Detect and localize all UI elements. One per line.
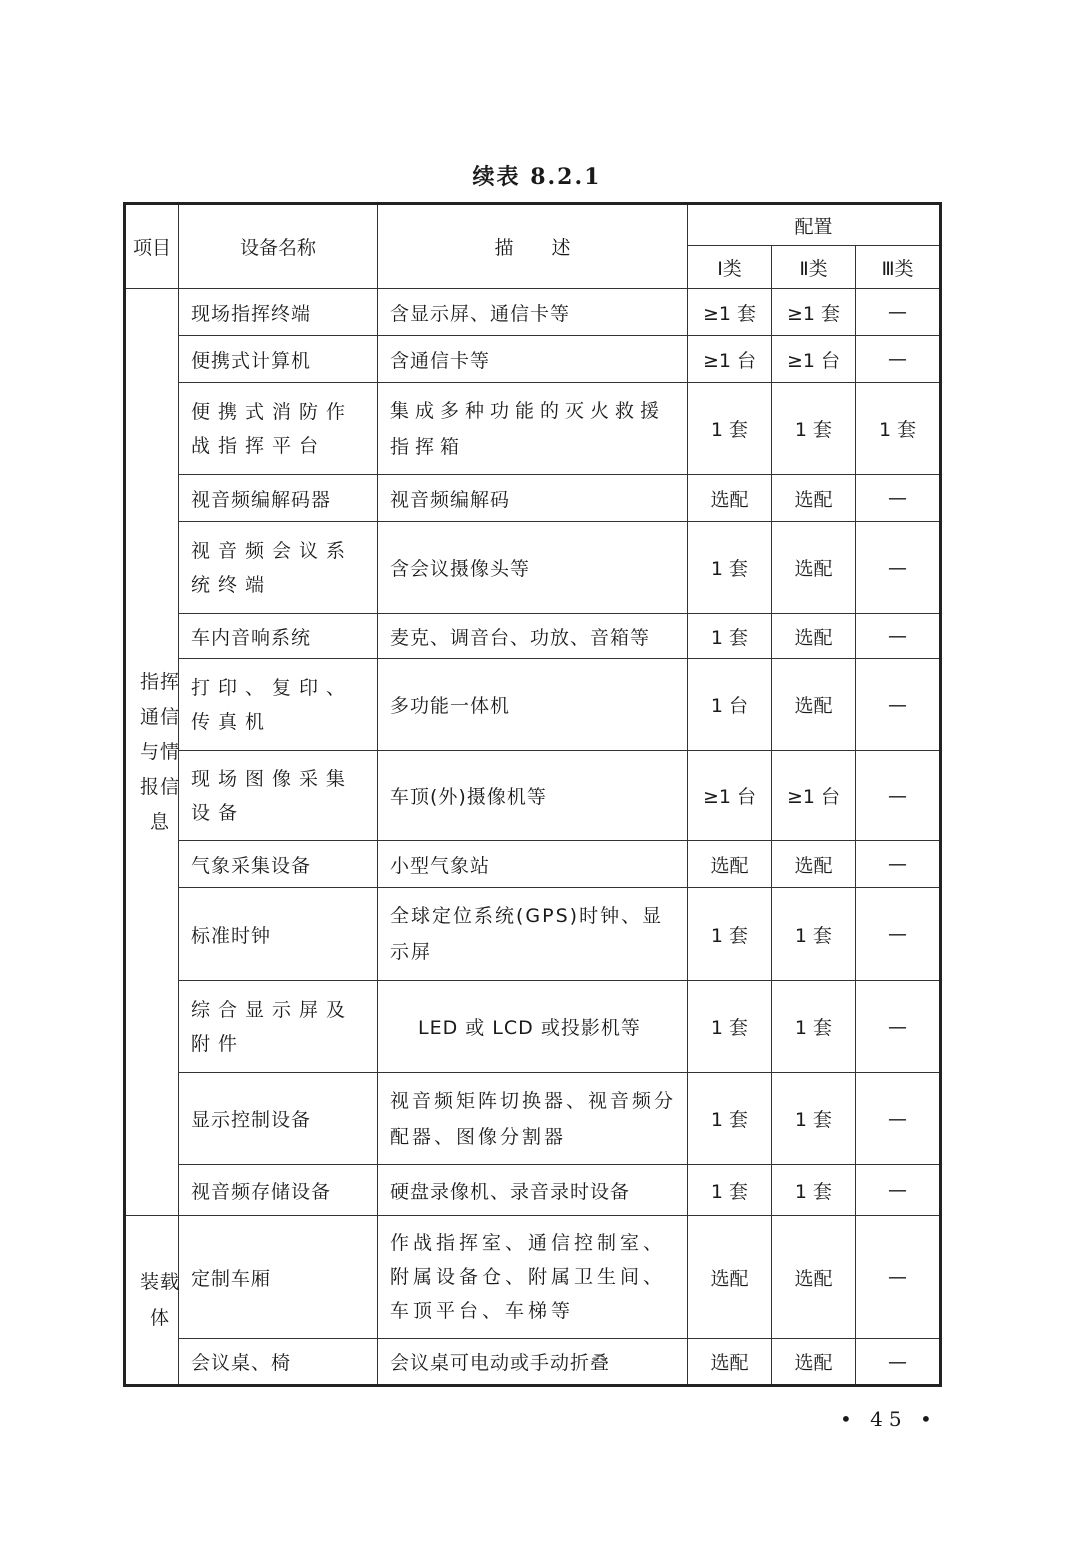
equipment-desc: 视音频矩阵切换器、视音频分配器、图像分割器 <box>378 1073 688 1165</box>
config-class1: 1 套 <box>688 1165 772 1216</box>
config-class1: ≥1 台 <box>688 751 772 841</box>
config-class1: 1 套 <box>688 522 772 614</box>
header-equipment: 设备名称 <box>179 204 378 289</box>
equipment-desc: 含会议摄像头等 <box>378 522 688 614</box>
config-class3: — <box>856 1339 941 1386</box>
config-class1: ≥1 台 <box>688 336 772 383</box>
category-label: 指挥通信与情报信息 <box>139 670 180 833</box>
equipment-name: 气象采集设备 <box>179 841 378 888</box>
config-class2: 选配 <box>772 475 856 522</box>
table-row <box>125 1216 941 1339</box>
config-class2: ≥1 台 <box>772 336 856 383</box>
table-row <box>125 383 941 475</box>
table-row <box>125 289 941 336</box>
equipment-desc: 作战指挥室、通信控制室、附属设备仓、附属卫生间、车顶平台、车梯等 <box>378 1216 688 1339</box>
table-row <box>125 841 941 888</box>
equipment-name: 综合显示屏及附件 <box>179 981 378 1073</box>
config-class2: 选配 <box>772 1216 856 1339</box>
header-config: 配置 <box>688 204 941 246</box>
equipment-desc: 视音频编解码 <box>378 475 688 522</box>
config-class3: — <box>856 841 941 888</box>
header-class2: Ⅱ类 <box>772 246 856 289</box>
config-class1: 1 套 <box>688 1073 772 1165</box>
equipment-name: 标准时钟 <box>179 888 378 981</box>
equipment-name: 定制车厢 <box>179 1216 378 1339</box>
config-class2: 选配 <box>772 522 856 614</box>
config-class3: — <box>856 751 941 841</box>
equipment-name: 便携式计算机 <box>179 336 378 383</box>
config-class2: 选配 <box>772 659 856 751</box>
config-class2: 1 套 <box>772 981 856 1073</box>
equipment-config-table <box>123 202 942 1387</box>
equipment-name: 便携式消防作战指挥平台 <box>179 383 378 475</box>
equipment-desc: 小型气象站 <box>378 841 688 888</box>
config-class3: 1 套 <box>856 383 941 475</box>
table-body <box>125 289 941 1386</box>
table-row <box>125 336 941 383</box>
config-class2: 选配 <box>772 614 856 659</box>
config-class3: — <box>856 1216 941 1339</box>
table-row <box>125 614 941 659</box>
table-row <box>125 751 941 841</box>
equipment-name: 视音频会议系统终端 <box>179 522 378 614</box>
header-project: 项目 <box>125 204 179 289</box>
config-class2: 1 套 <box>772 888 856 981</box>
config-class3: — <box>856 981 941 1073</box>
equipment-name: 会议桌、椅 <box>179 1339 378 1386</box>
config-class2: 选配 <box>772 1339 856 1386</box>
config-class2: 1 套 <box>772 1165 856 1216</box>
equipment-name: 视音频编解码器 <box>179 475 378 522</box>
equipment-desc: 含通信卡等 <box>378 336 688 383</box>
config-class2: 1 套 <box>772 383 856 475</box>
equipment-name: 现场图像采集设备 <box>179 751 378 841</box>
config-class3: — <box>856 522 941 614</box>
category-label: 装载体 <box>139 1271 180 1329</box>
config-class1: 选配 <box>688 841 772 888</box>
config-class2: ≥1 台 <box>772 751 856 841</box>
header-description: 描 述 <box>378 204 688 289</box>
equipment-desc: 多功能一体机 <box>378 659 688 751</box>
table-row <box>125 981 941 1073</box>
table-row <box>125 522 941 614</box>
equipment-desc: 含显示屏、通信卡等 <box>378 289 688 336</box>
category-command-comm <box>125 289 179 1216</box>
config-class1: ≥1 套 <box>688 289 772 336</box>
config-class3: — <box>856 289 941 336</box>
header-class1: Ⅰ类 <box>688 246 772 289</box>
equipment-name: 视音频存储设备 <box>179 1165 378 1216</box>
config-class3: — <box>856 336 941 383</box>
equipment-desc: 车顶(外)摄像机等 <box>378 751 688 841</box>
table-row <box>125 888 941 981</box>
config-class1: 选配 <box>688 1339 772 1386</box>
config-class3: — <box>856 659 941 751</box>
config-class3: — <box>856 1165 941 1216</box>
equipment-name: 现场指挥终端 <box>179 289 378 336</box>
table-title: 续表 8.2.1 <box>472 164 602 190</box>
config-class1: 选配 <box>688 475 772 522</box>
config-class1: 选配 <box>688 1216 772 1339</box>
equipment-desc: 会议桌可电动或手动折叠 <box>378 1339 688 1386</box>
table-row <box>125 475 941 522</box>
equipment-name: 车内音响系统 <box>179 614 378 659</box>
header-class3: Ⅲ类 <box>856 246 941 289</box>
config-class3: — <box>856 614 941 659</box>
config-class3: — <box>856 1073 941 1165</box>
config-class1: 1 套 <box>688 981 772 1073</box>
config-class1: 1 台 <box>688 659 772 751</box>
equipment-name: 打印、复印、传真机 <box>179 659 378 751</box>
table-row <box>125 659 941 751</box>
config-class1: 1 套 <box>688 614 772 659</box>
config-class2: 1 套 <box>772 1073 856 1165</box>
category-carrier <box>125 1216 179 1386</box>
config-class2: ≥1 套 <box>772 289 856 336</box>
config-class3: — <box>856 475 941 522</box>
equipment-desc: 全球定位系统(GPS)时钟、显示屏 <box>378 888 688 981</box>
config-class2: 选配 <box>772 841 856 888</box>
page-number: • 45 • <box>840 1407 938 1431</box>
equipment-desc: 集成多种功能的灭火救援指挥箱 <box>378 383 688 475</box>
config-class1: 1 套 <box>688 383 772 475</box>
table-row <box>125 1165 941 1216</box>
equipment-desc: LED 或 LCD 或投影机等 <box>378 981 688 1073</box>
equipment-desc: 硬盘录像机、录音录时设备 <box>378 1165 688 1216</box>
table-row <box>125 1073 941 1165</box>
equipment-name: 显示控制设备 <box>179 1073 378 1165</box>
equipment-desc: 麦克、调音台、功放、音箱等 <box>378 614 688 659</box>
table-row <box>125 1339 941 1386</box>
config-class3: — <box>856 888 941 981</box>
config-class1: 1 套 <box>688 888 772 981</box>
